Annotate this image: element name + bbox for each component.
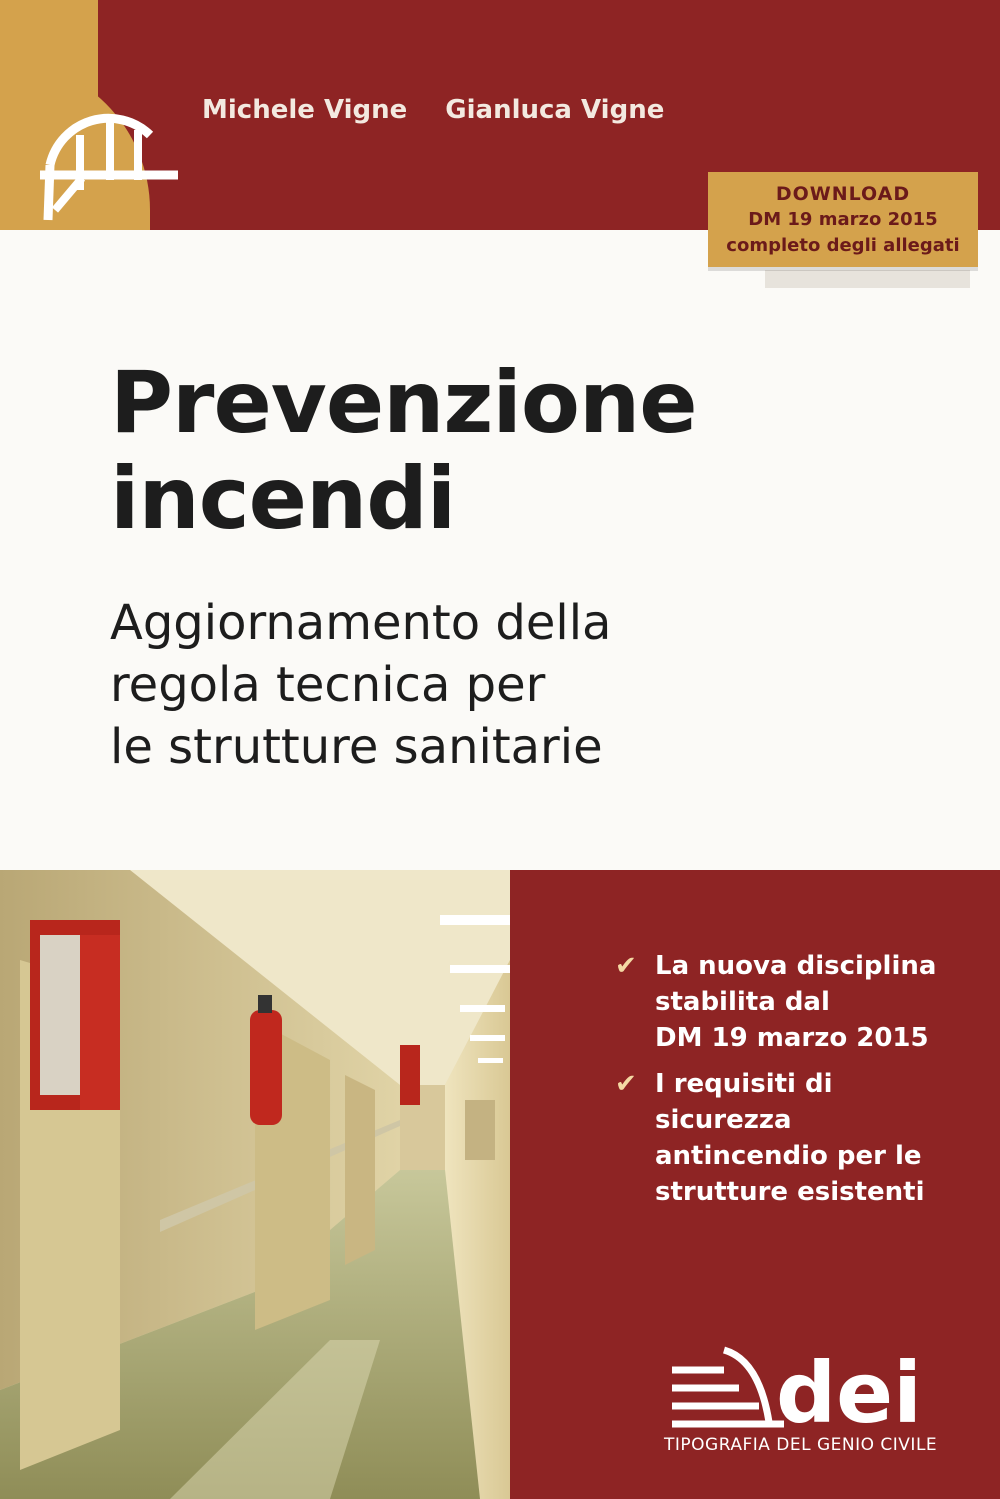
feature-list <box>615 948 985 1220</box>
hard-hat-icon <box>0 60 230 230</box>
download-badge <box>708 172 978 267</box>
title-line: incendi <box>110 449 456 549</box>
list-item-line: antincendio per le <box>655 1141 922 1171</box>
download-title: DOWNLOAD <box>775 182 911 205</box>
subtitle-line: Aggiornamento della <box>110 595 612 651</box>
publisher-logo-text: dei <box>776 1344 922 1440</box>
list-item-line: I requisiti di <box>655 1069 833 1099</box>
subtitle-line: regola tecnica per <box>110 657 546 713</box>
subtitle-line: le strutture sanitarie <box>110 719 603 775</box>
author-name: Gianluca Vigne <box>445 95 665 125</box>
authors <box>202 95 664 125</box>
download-line: DM 19 marzo 2015 <box>748 208 938 230</box>
publisher-logo <box>664 1330 944 1440</box>
list-item-line: stabilita dal <box>655 987 830 1017</box>
book-title <box>110 355 910 547</box>
book-subtitle <box>110 592 910 778</box>
list-item <box>615 948 985 1056</box>
title-line: Prevenzione <box>110 353 697 453</box>
list-item-line: La nuova disciplina <box>655 951 937 981</box>
checkmark-icon: ✔ <box>615 1069 637 1099</box>
download-line: completo degli allegati <box>726 234 960 256</box>
list-item-line: sicurezza <box>655 1105 792 1135</box>
download-box-shadow <box>765 270 970 288</box>
list-item <box>615 1066 985 1210</box>
list-item-line: strutture esistenti <box>655 1177 925 1207</box>
list-item-line: DM 19 marzo 2015 <box>655 1023 929 1053</box>
author-name: Michele Vigne <box>202 95 408 125</box>
checkmark-icon: ✔ <box>615 951 637 981</box>
hospital-corridor-photo <box>0 870 510 1499</box>
publisher-name: TIPOGRAFIA DEL GENIO CIVILE <box>664 1435 938 1455</box>
